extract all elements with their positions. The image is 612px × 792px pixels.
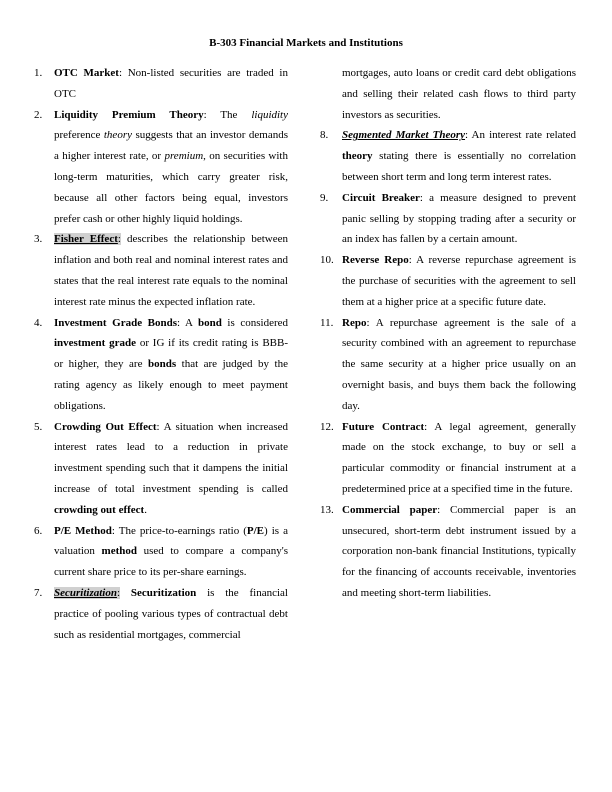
item-text: that are judged by the rating agency as likely enough to meet payment obligations. bbox=[54, 358, 288, 412]
item-separator: : bbox=[465, 129, 469, 142]
item-text: The bbox=[206, 108, 252, 121]
list-item bbox=[34, 583, 288, 645]
item-number: 1. bbox=[34, 67, 43, 79]
item-bold: bonds bbox=[147, 358, 177, 371]
list-item bbox=[322, 250, 576, 312]
item-text: used to compare a company's current share price to its per-share earnings. bbox=[54, 545, 288, 579]
item-term: OTC Market bbox=[54, 67, 119, 79]
list-item bbox=[34, 63, 288, 105]
list-item bbox=[34, 105, 288, 230]
item-number: 2. bbox=[34, 108, 43, 121]
list-item bbox=[322, 188, 576, 250]
item-term: Crowding Out Effect bbox=[54, 420, 157, 433]
item-text: a measure designed to prevent panic selling by stopping trading after a security or an index has fallen by a certain amount. bbox=[342, 191, 576, 246]
item-separator: : bbox=[424, 420, 428, 433]
continued-text: mortgages, auto loans or credit card debt obligations and selling their related cash flows to third party investors as securities. bbox=[342, 67, 576, 121]
item-separator: : bbox=[177, 316, 181, 329]
left-column bbox=[34, 63, 288, 645]
item-number: 9. bbox=[320, 191, 329, 204]
item-bold: method bbox=[101, 545, 137, 558]
item-separator: : bbox=[203, 108, 207, 121]
list-item bbox=[322, 313, 576, 417]
item-text: An interest rate related bbox=[468, 129, 576, 142]
item-number: 12. bbox=[320, 420, 334, 433]
list-item bbox=[34, 229, 288, 312]
item-separator: : bbox=[118, 67, 123, 79]
list-item bbox=[322, 417, 576, 500]
item-number: 13. bbox=[320, 503, 334, 516]
highlighted-term bbox=[54, 233, 121, 245]
item-bold: P/E bbox=[246, 524, 265, 537]
item-text: suggests that an investor demands a higher interest rate, or bbox=[54, 129, 288, 163]
item-separator: : bbox=[408, 254, 412, 267]
item-term: Fisher Effect bbox=[54, 233, 118, 246]
item-number: 3. bbox=[34, 233, 43, 246]
item-term: Segmented Market Theory bbox=[342, 129, 466, 142]
item-text: The price-to-earnings ratio ( bbox=[114, 524, 247, 537]
item-number: 4. bbox=[34, 316, 43, 329]
item-text: preference bbox=[54, 129, 104, 142]
item-separator: : bbox=[117, 233, 121, 246]
list-item bbox=[34, 417, 288, 521]
item-term: Repo bbox=[342, 316, 367, 329]
item-text: A situation when increased interest rates lead to a reduction in private investment spending such that it dampens the initial increase of total investment spending is called bbox=[54, 420, 288, 495]
list-item bbox=[322, 500, 576, 604]
item-term: Securitization bbox=[54, 586, 117, 599]
item-number: 5. bbox=[34, 420, 43, 433]
item-term: Circuit Breaker bbox=[342, 191, 420, 204]
item-bold: investment grade bbox=[54, 337, 137, 350]
item-number: 10. bbox=[320, 254, 334, 267]
item-number: 6. bbox=[34, 524, 43, 537]
item-number: 8. bbox=[320, 129, 329, 142]
item-text: A repurchase agreement is the sale of a security combined with an agreement to repurchase the same security at a higher price usually on an overnight basis, and buys them back the following day. bbox=[342, 316, 576, 412]
item-emphasis: theory bbox=[103, 129, 132, 142]
list-item bbox=[34, 521, 288, 583]
item-bold: Securitization bbox=[120, 586, 197, 599]
item-bold: bond bbox=[197, 316, 222, 329]
item-text: A legal agreement, generally made on the stock exchange, to buy or sell a particular commodity or financial instrument at a predetermined price at a specified time in the future. bbox=[342, 420, 576, 495]
item-term: Commercial paper bbox=[342, 503, 438, 516]
document-title: B-303 Financial Markets and Institutions bbox=[209, 37, 403, 49]
item-text: A bbox=[180, 316, 198, 329]
item-text: Non-listed securities are traded in OTC bbox=[54, 67, 288, 100]
list-item bbox=[34, 313, 288, 417]
item-separator: : bbox=[156, 420, 160, 433]
item-emphasis: liquidity bbox=[251, 108, 288, 121]
item-emphasis: premium bbox=[164, 150, 204, 163]
item-term: Future Contract bbox=[342, 420, 425, 433]
item-number: 7. bbox=[34, 586, 43, 599]
item-text: , on securities with long-term maturities, which carry greater risk, because all other factors being equal, investors prefer cash or other highly liquid holdings. bbox=[54, 150, 288, 225]
item-text: describes the relationship between inflation and both real and nominal interest rates and states that the real interest rate equals to the nominal interest rate minus the expected inflation rate. bbox=[54, 233, 288, 308]
item-separator: : bbox=[366, 316, 370, 329]
item-text: Commercial paper is an unsecured, short-term debt instrument issued by a corporation non-bank financial Institutions, typically for the financing of accounts receivable, inventories and meeting short-term liabilities. bbox=[342, 503, 576, 599]
item-term: Liquidity Premium Theory bbox=[54, 108, 204, 121]
item-separator: : bbox=[437, 503, 441, 516]
item-text: A reverse repurchase agreement is the purchase of securities with the agreement to sell them at a higher price at a specific future date. bbox=[342, 254, 577, 308]
item-separator: : bbox=[419, 191, 423, 204]
item-term: Reverse Repo bbox=[342, 254, 409, 267]
item-term: P/E Method bbox=[54, 524, 112, 537]
list-item bbox=[322, 125, 576, 187]
item-text: ) is a valuation bbox=[54, 524, 288, 558]
right-column bbox=[322, 63, 576, 604]
item-term: Investment Grade Bonds bbox=[54, 316, 178, 329]
item-number: 11. bbox=[320, 316, 334, 329]
item-bold: crowding out effect bbox=[54, 503, 145, 516]
item-bold: theory bbox=[342, 150, 373, 163]
item-separator: : bbox=[111, 524, 115, 537]
item-text: stating there is essentially no correlation between short term and long term interest rates. bbox=[342, 150, 576, 183]
item-text: is the financial practice of pooling various types of contractual debt such as residential mortgages, commercial bbox=[54, 586, 288, 641]
item-text: or IG if its credit rating is BBB- or higher, they are bbox=[54, 337, 288, 371]
item-text: is considered bbox=[221, 316, 288, 329]
item-separator: : bbox=[116, 586, 121, 599]
item-text: . bbox=[144, 503, 147, 516]
highlighted-term bbox=[54, 587, 120, 599]
